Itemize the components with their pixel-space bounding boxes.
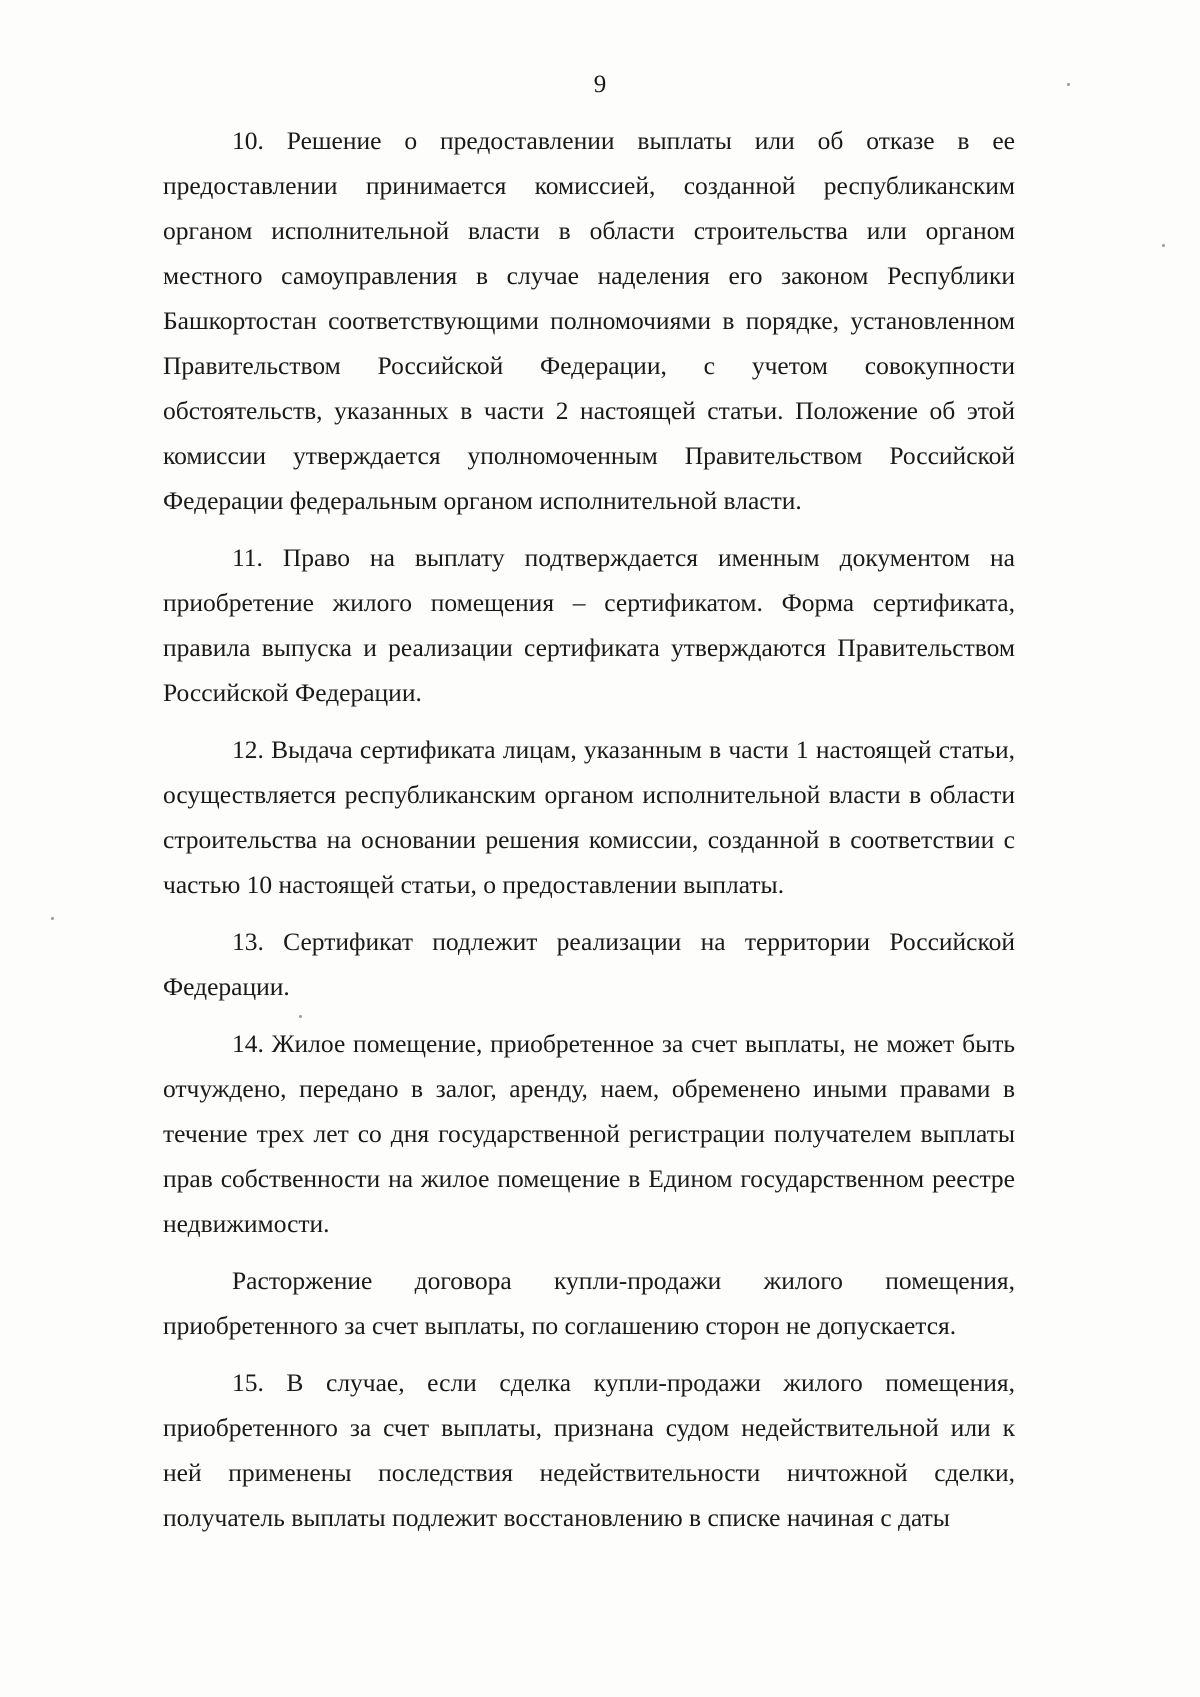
paragraph-11: 11. Право на выплату подтверждается именным документом на приобретение жилого помещения – сертификатом. Форма сертификата, правила выпуска и реализации сертификата утверждаются Правительством Российской Федерации. xyxy=(163,543,1015,707)
document-body xyxy=(163,118,1015,1552)
scan-speck xyxy=(1067,83,1070,86)
paragraph-12: 12. Выдача сертификата лицам, указанным в части 1 настоящей статьи, осуществляется республиканским органом исполнительной власти в области строительства на основании решения комиссии, созданной в соответствии с частью 10 настоящей статьи, о предоставлении выплаты. xyxy=(163,735,1015,899)
paragraph-10: 10. Решение о предоставлении выплаты или об отказе в ее предоставлении принимается комиссией, созданной республиканским органом исполнительной власти в области строительства или органом местного самоуправления в случае наделения его законом Республики Башкортостан соответствующими полномочиями в порядке, установленном Правительством Российской Федерации, с учетом совокупности обстоятельств, указанных в части 2 настоящей статьи. Положение об этой комиссии утверждается уполномоченным Правительством Российской Федерации федеральным органом исполнительной власти. xyxy=(163,126,1015,515)
paragraph-15: 15. В случае, если сделка купли-продажи жилого помещения, приобретенного за счет выплаты, признана судом недействительной или к ней применены последствия недействительности ничтожной сделки, получатель выплаты подлежит восстановлению в списке начиная с даты xyxy=(163,1368,1015,1532)
scan-speck xyxy=(51,917,54,920)
scan-speck xyxy=(299,1015,302,1018)
paragraph-14: 14. Жилое помещение, приобретенное за счет выплаты, не может быть отчуждено, передано в залог, аренду, наем, обременено иными правами в течение трех лет со дня государственной регистрации получателем выплаты прав собственности на жилое помещение в Едином государственном реестре недвижимости. xyxy=(163,1029,1015,1238)
paragraph-13: 13. Сертификат подлежит реализации на территории Российской Федерации. xyxy=(163,927,1015,1001)
scan-speck xyxy=(1162,244,1165,247)
page-number: 9 xyxy=(593,71,607,98)
paragraph-14-continuation: Расторжение договора купли-продажи жилого помещения, приобретенного за счет выплаты, по соглашению сторон не допускается. xyxy=(163,1266,1015,1340)
